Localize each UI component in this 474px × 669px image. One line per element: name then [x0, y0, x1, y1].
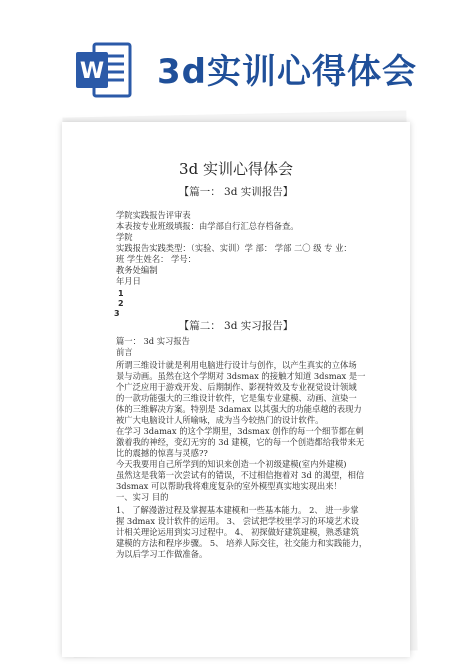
s2-line: 3dsmax 可以帮助我将难度复杂的室外模型真实地实现出来！ — [116, 481, 342, 491]
s2-line: 一、实习 目的 — [116, 492, 169, 502]
s2-line: 建模的方法和程序步骤。 5、 培养人际交往，社交能力和实践能力， — [116, 538, 368, 548]
s1-number: 2 — [118, 299, 124, 308]
s2-line: 在学习 3damax 的这个学期里，3dsmax 创作的每一个细节都在刺 — [116, 426, 364, 436]
s2-line: 的一款功能强大的三维设计软件，它是集专业建模、动画、渲染一 — [116, 393, 357, 403]
s2-line: 景与动画。虽然在这个学期对 3dsmax 的接触才知道 3dsmax 是一 — [116, 371, 366, 381]
s2-line: 计相关理论运用到实习过程中。 4、 初探做好建筑建模，熟悉建筑 — [116, 527, 359, 537]
s1-line: 实践报告实践类型：（实验、实训）学 部： 学部 二〇 级 专 业： — [116, 243, 352, 253]
document-page — [62, 122, 410, 657]
s2-line: 体的三维解决方案。特别是 3damax 以其强大的功能卓越的表现力 — [116, 404, 362, 414]
s2-line: 个广泛应用于游戏开发、后期制作、影视特效及专业视觉设计领域 — [116, 382, 357, 392]
s2-line: 握 3dmax 设计软件的运用。 3、 尝试把学校里学习的环境艺术设 — [116, 516, 360, 526]
s1-line: 年月日 — [116, 276, 141, 286]
s2-line: 前言 — [116, 347, 133, 357]
s2-line: 虽然这是我第一次尝试有的错误，不过相信抱着对 3d 的渴望，相信 — [116, 470, 365, 480]
section2-heading: 【篇二： 3d 实习报告】 — [178, 320, 294, 332]
word-document-icon — [74, 40, 134, 100]
s2-line: 所谓三维设计就是利用电脑进行设计与创作，以产生真实的立体场 — [116, 360, 357, 370]
s1-line: 教务处编制 — [116, 265, 158, 275]
s1-line: 学院 — [116, 232, 133, 242]
s2-line: 为以后学习工作做准备。 — [116, 549, 208, 559]
page-title: 3d实训心得体会 — [157, 52, 417, 92]
section1-heading: 【篇一： 3d 实训报告】 — [178, 186, 294, 198]
word-icon-letter: W — [79, 59, 105, 84]
s2-line: 激着我的神经，变幻无穷的 3d 建模，它的每一个创造都给我带来无 — [116, 437, 365, 447]
document-title: 3d 实训心得体会 — [179, 160, 293, 178]
s1-number: 3 — [114, 309, 120, 318]
s1-line: 学院实践报告评审表 — [116, 210, 191, 220]
s2-line: 比的震撼的惊喜与灵感?? — [116, 448, 208, 458]
s1-number: 1 — [118, 289, 124, 298]
s2-line: 今天我要用自己所学到的知识来创造一个初级建模(室内外建模) — [116, 459, 347, 469]
s1-line: 本表按专业班级填报：由学部自行汇总存档备查。 — [116, 221, 299, 231]
s1-line: 班 学生姓名： 学号： — [116, 254, 196, 264]
header-banner — [0, 0, 474, 120]
s2-line: 1、 了解漫游过程及掌握基本建模和一些基本能力。 2、 进一步掌 — [116, 505, 359, 515]
s2-line: 被广大电脑设计人所喻咏，成为当今较热门的设计软件。 — [116, 415, 324, 425]
s2-line: 篇一： 3d 实习报告 — [116, 336, 190, 346]
